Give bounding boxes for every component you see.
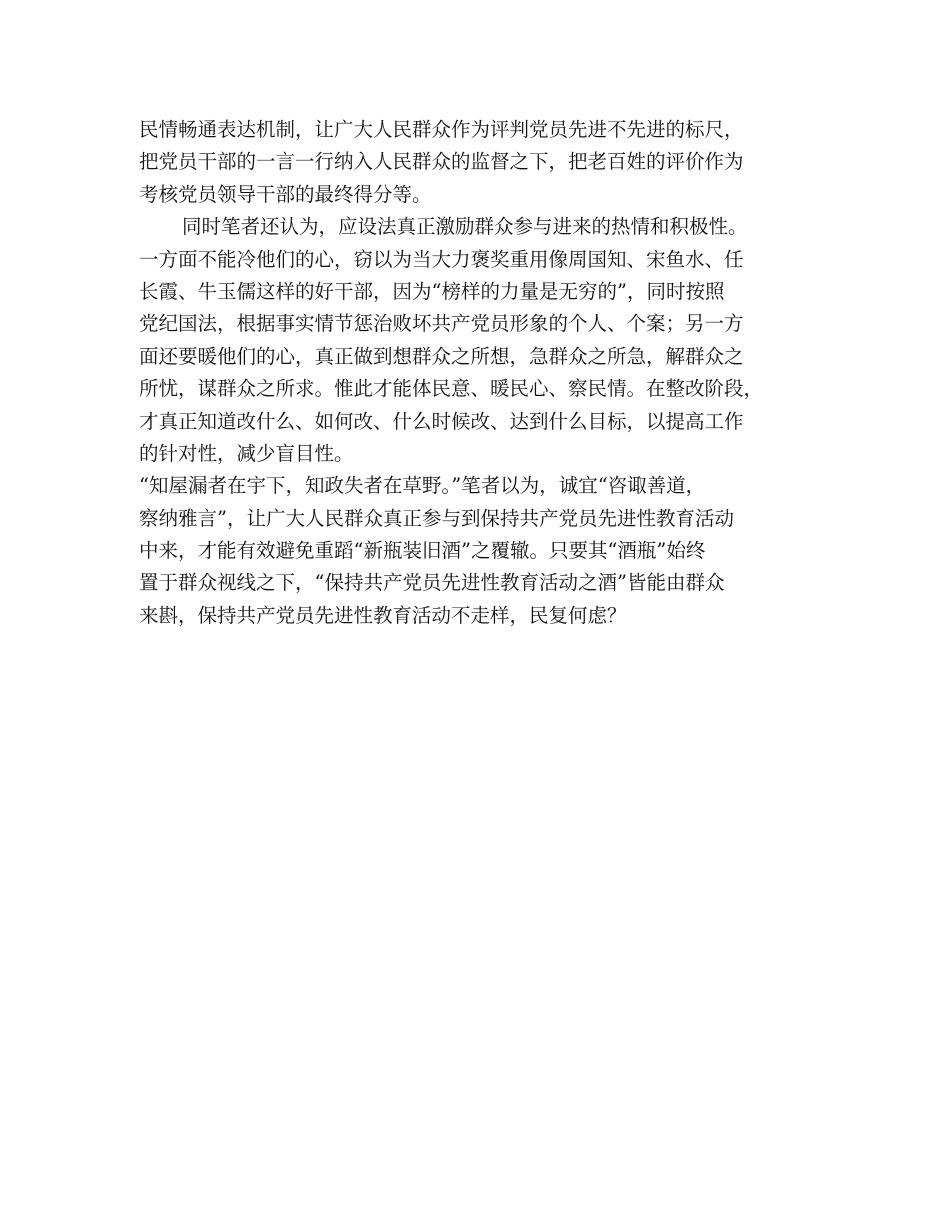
text-line: 长霞、牛玉儒这样的好干部，因为“榜样的力量是无穷的”，同时按照: [139, 279, 725, 303]
paragraph-first-line: “知屋漏者在宇下，知政失者在草野。”笔者以为，诚宜“咨诹善道，: [139, 474, 706, 498]
text-line: 才真正知道改什么、如何改、什么时候改、达到什么目标，以提高工作: [139, 409, 744, 433]
text-line: 来斟，保持共产党员先进性教育活动不走样，民复何虑？: [139, 603, 627, 627]
document-body: [139, 114, 819, 632]
text-line: 面还要暖他们的心，真正做到想群众之所想，急群众之所急，解群众之: [139, 344, 744, 368]
text-line: 党纪国法，根据事实情节惩治败坏共产党员形象的个人、个案；另一方: [139, 312, 744, 336]
paragraph-first-line: 同时笔者还认为，应设法真正激励群众参与进来的热情和积极性。: [182, 215, 748, 239]
text-line: 的针对性，减少盲目性。: [139, 441, 354, 465]
text-line: 察纳雅言”，让广大人民群众真正参与到保持共产党员先进性教育活动: [139, 506, 734, 530]
text-line: 把党员干部的一言一行纳入人民群众的监督之下，把老百姓的评价作为: [139, 150, 744, 174]
text-line: 考核党员领导干部的最终得分等。: [139, 182, 432, 206]
text-line: 所忧，谋群众之所求。惟此才能体民意、暖民心、察民情。在整改阶段，: [139, 377, 764, 401]
text-line: 置于群众视线之下，“保持共产党员先进性教育活动之酒”皆能由群众: [139, 571, 725, 595]
text-line: 中来，才能有效避免重蹈“新瓶装旧酒”之覆辙。只要其“酒瓶”始终: [139, 539, 706, 563]
text-line: 民情畅通表达机制，让广大人民群众作为评判党员先进不先进的标尺，: [139, 118, 744, 141]
text-line: 一方面不能冷他们的心，窃以为当大力褒奖重用像周国知、宋鱼水、任: [139, 247, 744, 271]
